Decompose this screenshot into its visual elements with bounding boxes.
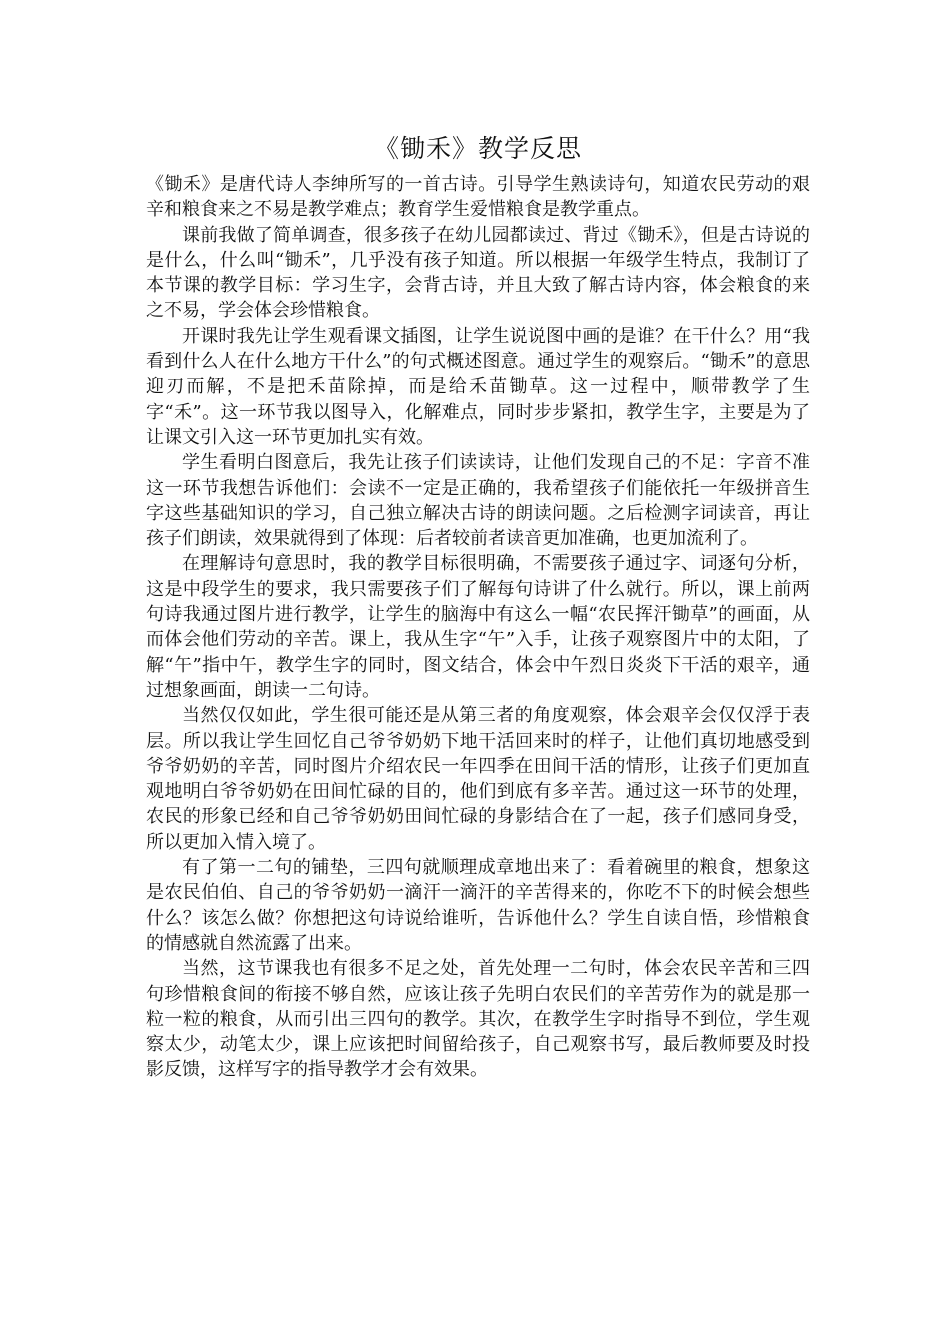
paragraph-7: 有了第一二句的铺垫，三四句就顺理成章地出来了：看着碗里的粮食，想象这是农民伯伯、自己的爷爷奶奶一滴汗一滴汗的辛苦得来的，你吃不下的时候会想些什么？该怎么做？你想把这句诗说给谁听，告诉他什么？学生自读自悟，珍惜粮食的情感就自然流露了出来。	[146, 857, 810, 954]
paragraph-6: 当然仅仅如此，学生很可能还是从第三者的角度观察，体会艰辛会仅仅浮于表层。所以我让学生回忆自己爷爷奶奶下地干活回来时的样子，让他们真切地感受到爷爷奶奶的辛苦，同时图片介绍农民一年四季在田间干活的情形，让孩子们更加直观地明白爷爷奶奶在田间忙碌的目的，他们到底有多辛苦。通过这一环节的处理，农民的形象已经和自己爷爷奶奶田间忙碌的身影结合在了一起，孩子们感同身受，所以更加入情入境了。	[146, 705, 810, 853]
paragraph-5: 在理解诗句意思时，我的教学目标很明确，不需要孩子通过字、词逐句分析，这是中段学生的要求，我只需要孩子们了解每句诗讲了什么就行。所以，课上前两句诗我通过图片进行教学，让学生的脑海中有这么一幅“农民挥汗锄草”的画面，从而体会他们劳动的辛苦。课上，我从生字“午”入手，让孩子观察图片中的太阳，了解“午”指中午，教学生字的同时，图文结合，体会中午烈日炎炎下干活的艰辛，通过想象画面，朗读一二句诗。	[146, 553, 810, 701]
paragraph-3: 开课时我先让学生观看课文插图，让学生说说图中画的是谁？在干什么？用“我看到什么人在什么地方干什么”的句式概述图意。通过学生的观察后。“锄禾”的意思迎刃而解，不是把禾苗除掉，而是给禾苗锄草。这一过程中，顺带教学了生字“禾”。这一环节我以图导入，化解难点，同时步步紧扣，教学生字，主要是为了让课文引入这一环节更加扎实有效。	[146, 325, 810, 448]
document-body	[146, 132, 810, 1083]
paragraph-1: 《锄禾》是唐代诗人李绅所写的一首古诗。引导学生熟读诗句，知道农民劳动的艰辛和粮食来之不易是教学难点；教育学生爱惜粮食是教学重点。	[146, 174, 810, 221]
paragraph-4: 学生看明白图意后，我先让孩子们读读诗，让他们发现自己的不足：字音不准这一环节我想告诉他们：会读不一定是正确的，我希望孩子们能依托一年级拼音生字这些基础知识的学习，自己独立解决古诗的朗读问题。之后检测字词读音，再让孩子们朗读，效果就得到了体现：后者较前者读音更加准确，也更加流利了。	[146, 452, 810, 550]
document-title: 《锄禾》教学反思	[373, 134, 582, 163]
paragraph-2: 课前我做了简单调查，很多孩子在幼儿园都读过、背过《锄禾》，但是古诗说的是什么，什么叫“锄禾”，几乎没有孩子知道。所以根据一年级学生特点，我制订了本节课的教学目标：学习生字，会背古诗，并且大致了解古诗内容，体会粮食的来之不易，学会体会珍惜粮食。	[146, 224, 810, 322]
paragraph-8: 当然，这节课我也有很多不足之处，首先处理一二句时，体会农民辛苦和三四句珍惜粮食间的衔接不够自然，应该让孩子先明白农民们的辛苦劳作为的就是那一粒一粒的粮食，从而引出三四句的教学。其次，在教学生字时指导不到位，学生观察太少，动笔太少，课上应该把时间留给孩子，自己观察书写，最后教师要及时投影反馈，这样写字的指导教学才会有效果。	[146, 958, 810, 1081]
